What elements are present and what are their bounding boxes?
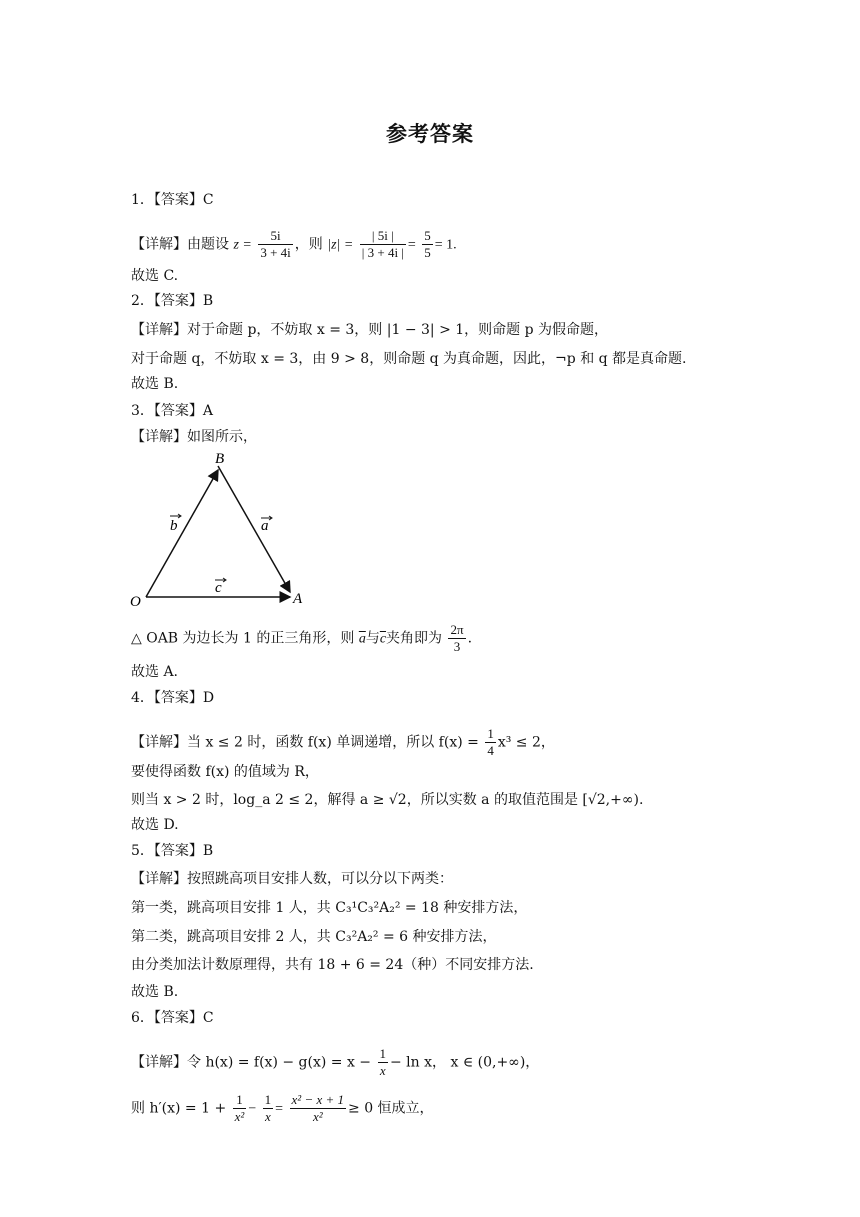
q3-frac: $\frac{2\pi}{3}$ bbox=[450, 622, 464, 654]
q6-frac2: $\frac{1}{\text{x²}}$ bbox=[234, 1092, 245, 1124]
label-B: B bbox=[215, 451, 225, 467]
q4-line1: 【详解】当 x ≤ 2 时，函数 f(x) 单调递增，所以 f(x) = $\frac{1}{4}$ x³ ≤ 2， bbox=[131, 726, 555, 758]
q5-line3: 第二类，跳高项目安排 2 人，共 C₃²A₂² = 6 种安排方法， bbox=[131, 929, 497, 945]
vector-b-line bbox=[146, 470, 218, 597]
page-title: 参考答案 bbox=[386, 122, 474, 146]
q2-line1: 【详解】对于命题 p，不妨取 x = 3，则 |1 − 3| > 1，则命题 p 为假命题， bbox=[131, 322, 609, 338]
q6-line2: 则 h′(x) = 1 + $\frac{1}{\text{x²}}$ − $\frac{1}{x}$ = $\frac{\text{x² − x + 1}}{\text{x²}}$ ≥ 0 恒成立， bbox=[131, 1092, 434, 1124]
q5-conclusion: 故选 B. bbox=[131, 984, 179, 1000]
vector-a-label: a bbox=[261, 518, 269, 534]
q5-answer: 5．【答案】B bbox=[131, 843, 214, 859]
q6-frac3: $\frac{1}{x}$ bbox=[264, 1092, 272, 1124]
q4-line3: 则当 x > 2 时，log_a 2 ≤ 2，解得 a ≥ √2，所以实数 a 的取值范围是 [√2,+∞). bbox=[131, 792, 644, 808]
label-O: O bbox=[130, 594, 141, 610]
vector-c-label: c bbox=[215, 580, 222, 596]
q1-conclusion: 故选 C. bbox=[131, 268, 179, 284]
q5-line2: 第一类，跳高项目安排 1 人，共 C₃¹C₃²A₂² = 18 种安排方法， bbox=[131, 900, 528, 916]
q2-line2: 对于命题 q，不妨取 x = 3，由 9 > 8，则命题 q 为真命题，因此，¬p 和 q 都是真命题. bbox=[131, 351, 687, 367]
q6-line1: 【详解】令 h(x) = f(x) − g(x) = x − $\frac{1}{x}$ − ln x， x ∈ (0,+∞)， bbox=[131, 1046, 540, 1078]
q6-frac4: $\frac{\text{x² − x + 1}}{\text{x²}}$ bbox=[291, 1092, 345, 1124]
q5-line4: 由分类加法计数原理得，共有 18 + 6 = 24（种）不同安排方法. bbox=[131, 957, 534, 973]
q1-frac1: $\frac{5i}{3 + 4i}$ bbox=[260, 228, 291, 260]
vector-a-line bbox=[218, 466, 290, 592]
q4-answer: 4．【答案】D bbox=[131, 690, 215, 706]
q1-answer: 1．【答案】C bbox=[131, 192, 214, 208]
vector-b-label: b bbox=[170, 518, 178, 534]
q3-conclusion: 故选 A. bbox=[131, 664, 179, 680]
label-A: A bbox=[293, 591, 303, 607]
q3-answer: 3．【答案】A bbox=[131, 403, 214, 419]
q4-conclusion: 故选 D. bbox=[131, 817, 179, 833]
q5-line1: 【详解】按照跳高项目安排人数，可以分以下两类： bbox=[131, 871, 453, 887]
q1-frac2: $\frac{| 5i |}{| 3 + 4i |}$ bbox=[361, 228, 404, 260]
triangle-diagram bbox=[130, 448, 320, 613]
q1-frac3: $\frac{5}{5}$ bbox=[424, 228, 431, 260]
q3-explanation: △ OAB 为边长为 1 的正三角形，则 $\overline{a}$与$\overline{c}$夹角即为 $\frac{2\pi}{3}$ . bbox=[131, 622, 473, 654]
q4-line2: 要使得函数 f(x) 的值域为 R， bbox=[131, 764, 319, 780]
q2-answer: 2．【答案】B bbox=[131, 293, 214, 309]
q4-frac: $\frac{1}{4}$ bbox=[487, 726, 494, 758]
q3-intro: 【详解】如图所示， bbox=[131, 429, 257, 445]
q1-detail: 【详解】由题设 z = $\frac{5i}{3 + 4i}$ ，则 |z| = $\frac{| 5i |}{| 3 + 4i |}$ = $\frac{5}{5}$ = 1. bbox=[131, 228, 457, 260]
q6-answer: 6．【答案】C bbox=[131, 1010, 214, 1026]
q6-frac1: $\frac{1}{x}$ bbox=[379, 1046, 386, 1078]
q2-conclusion: 故选 B. bbox=[131, 376, 179, 392]
